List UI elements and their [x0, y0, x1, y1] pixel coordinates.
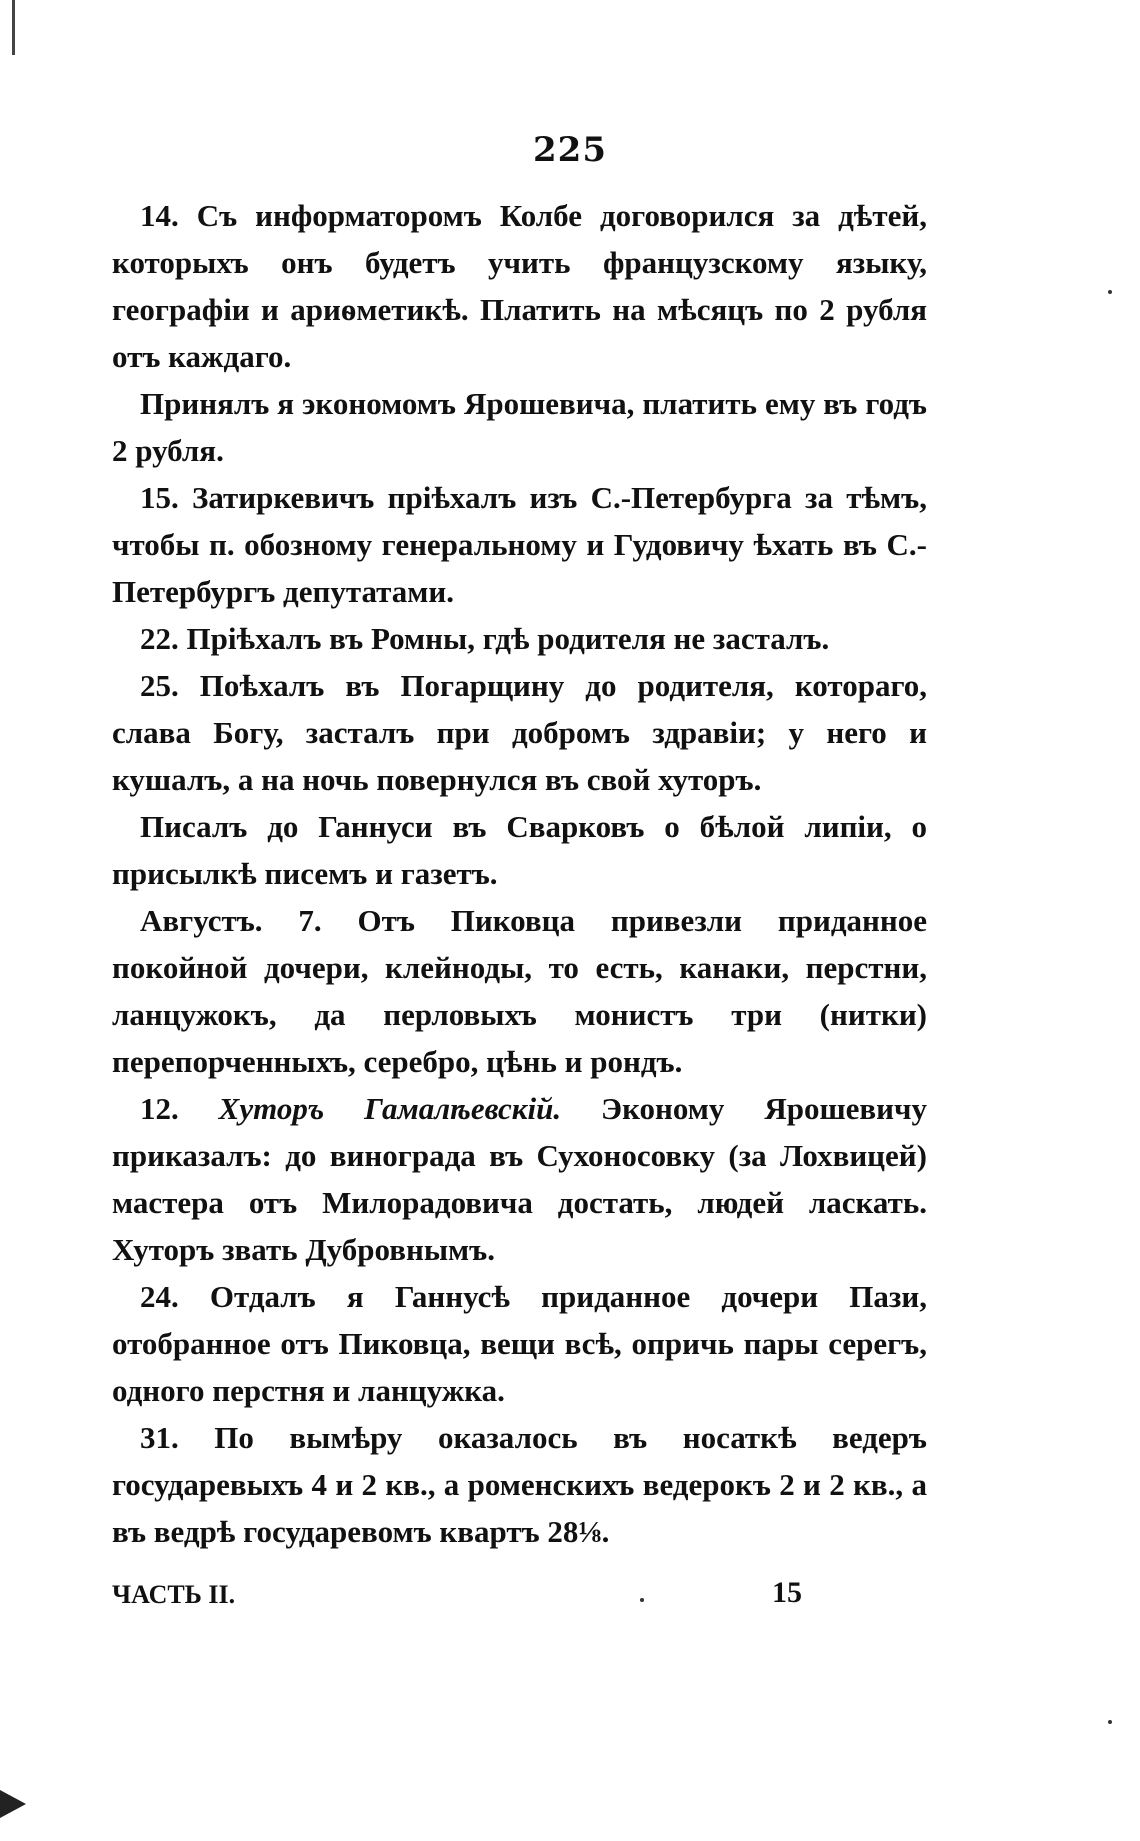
- diary-entry: [112, 192, 927, 380]
- volume-signature: ЧАСТЬ II.: [112, 1580, 236, 1609]
- scan-speck: [1108, 1720, 1112, 1724]
- entry-date: Августъ. 7.: [140, 903, 322, 938]
- diary-entry: [112, 1085, 927, 1273]
- entry-text: Поѣхалъ въ Погарщину до родителя, котораго, слава Богу, засталъ при добромъ здравіи; у него и кушалъ, а на ночь повернулся въ свой хуторъ.: [112, 668, 927, 797]
- scan-corner-mark: [0, 1790, 26, 1818]
- entry-date: 15.: [140, 480, 179, 515]
- entry-text: Отдалъ я Ганнусѣ приданное дочери Пази, отобранное отъ Пиковца, вещи всѣ, опричь пары серегъ, одного перстня и ланцужка.: [112, 1279, 927, 1408]
- entry-text: Пріѣхалъ въ Ромны, гдѣ родителя не засталъ.: [178, 621, 830, 656]
- entry-date: 14.: [140, 198, 179, 233]
- diary-entry: [112, 474, 927, 615]
- diary-entry: [112, 615, 927, 662]
- diary-entry: [112, 662, 927, 803]
- diary-entry: [112, 897, 927, 1085]
- entry-text: Затиркевичъ пріѣхалъ изъ С.-Петербурга за тѣмъ, чтобы п. обозному генеральному и Гудовичу ѣхать въ С.-Петербургъ депутатами.: [112, 480, 927, 609]
- entry-text: По вымѣру оказалось въ носаткѣ ведеръ государевыхъ 4 и 2 кв., а роменскихъ ведерокъ 2 и 2 кв., а въ ведрѣ государевомъ квартъ 28⅛.: [112, 1420, 927, 1549]
- body-text: [112, 192, 927, 1555]
- entry-text: Принялъ я экономомъ Ярошевича, платить ему въ годъ 2 рубля.: [112, 386, 927, 468]
- entry-text: Писалъ до Ганнуси въ Сварковъ о бѣлой липіи, о присылкѣ писемъ и газетъ.: [112, 809, 927, 891]
- diary-entry: [112, 1273, 927, 1414]
- entry-text: Отъ Пиковца привезли приданное покойной дочери, клейноды, то есть, канаки, перстни, ланцужокъ, да перловыхъ монистъ три (нитки) перепорченныхъ, серебро, цѣнь и рондъ.: [112, 903, 927, 1079]
- entry-text: Съ информаторомъ Колбе договорился за дѣтей, которыхъ онъ будетъ учить французскому языку, географіи и ариѳметикѣ. Платить на мѣсяцъ по 2 рубля отъ каждаго.: [112, 198, 927, 374]
- scan-speck: [1108, 290, 1112, 294]
- diary-entry: [112, 380, 927, 474]
- entry-heading: Хуторъ Гамалѣевскій.: [178, 1091, 562, 1126]
- diary-entry: [112, 1414, 927, 1555]
- scan-speck: [640, 1598, 644, 1602]
- page-number: 225: [533, 130, 607, 170]
- entry-date: 25.: [140, 668, 179, 703]
- entry-date: 31.: [140, 1420, 179, 1455]
- entry-date: 24.: [140, 1279, 179, 1314]
- diary-entry: [112, 803, 927, 897]
- scan-edge-mark: [12, 0, 15, 55]
- entry-date: 12.: [140, 1091, 179, 1126]
- entry-text: Эконому Ярошевичу приказалъ: до винограда въ Сухоносовку (за Лохвицей) мастера отъ Милорадовича достать, людей ласкать. Хуторъ звать Дубровнымъ.: [112, 1091, 927, 1267]
- gathering-number: 15: [772, 1576, 802, 1609]
- entry-date: 22.: [140, 621, 179, 656]
